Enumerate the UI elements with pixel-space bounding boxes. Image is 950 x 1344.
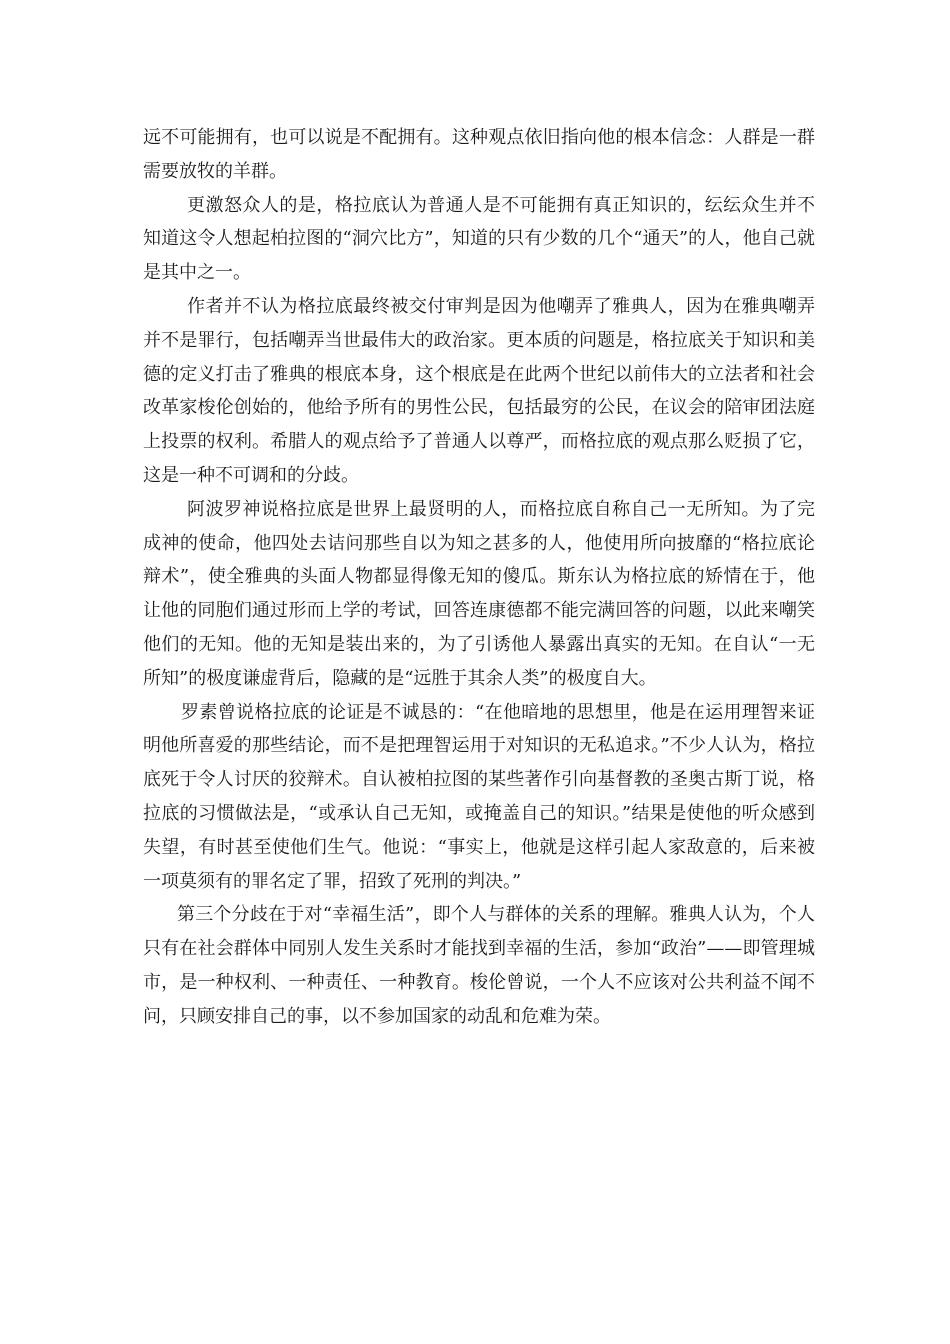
body-text — [143, 121, 815, 1034]
paragraph-trial-reason: 作者并不认为格拉底最终被交付审判是因为他嘲弄了雅典人，因为在雅典嘲弄并不是罪行，包括嘲弄当世最伟大的政治家。更本质的问题是，格拉底关于知识和美德的定义打击了雅典的根底本身，这个根底是在此两个世纪以前伟大的立法者和社会改革家梭伦创始的，他给予所有的男性公民，包括最穷的公民，在议会的陪审团法庭上投票的权利。希腊人的观点给予了普通人以尊严，而格拉底的观点那么贬损了它，这是一种不可调和的分歧。 — [143, 295, 815, 486]
paragraph-happy-life: 第三个分歧在于对“幸福生活”，即个人与群体的关系的理解。雅典人认为，个人只有在社会群体中同别人发生关系时才能找到幸福的生活，参加“政治”——即管理城市，是一种权利、一种责任、一种教育。梭伦曾说，一个人不应该对公共利益不闻不问，只顾安排自己的事，以不参加国家的动乱和危难为荣。 — [143, 904, 815, 1027]
paragraph-continuation: 远不可能拥有，也可以说是不配拥有。这种观点依旧指向他的根本信念：人群是一群需要放牧的羊群。 — [143, 127, 815, 182]
paragraph-russell-argument: 罗素曾说格拉底的论证是不诚恳的：“在他暗地的思想里，他是在运用理智来证明他所喜爱的那些结论，而不是把理智运用于对知识的无私追求。”不少人认为，格拉底死于令人讨厌的狡辩术。自认被柏拉图的某些著作引向基督教的圣奥古斯丁说，格拉底的习惯做法是，“或承认自己无知，或掩盖自己的知识。”结果是使他的听众感到失望，有时甚至使他们生气。他说：“事实上，他就是这样引起人家敌意的，后来被一项莫须有的罪名定了罪，招致了死刑的判决。” — [143, 701, 815, 892]
paragraph-apollo-wisdom: 阿波罗神说格拉底是世界上最贤明的人，而格拉底自称自己一无所知。为了完成神的使命，他四处去诘问那些自以为知之甚多的人，他使用所向披靡的“格拉底论辩术”，使全雅典的头面人物都显得像无知的傻瓜。斯东认为格拉底的矫情在于，他让他的同胞们通过形而上学的考试，回答连康德都不能完满回答的问题，以此来嘲笑他们的无知。他的无知是装出来的，为了引诱他人暴露出真实的无知。在自认“一无所知”的极度谦虚背后，隐藏的是“远胜于其余人类”的极度自大。 — [143, 498, 815, 689]
paragraph-common-people-knowledge: 更激怒众人的是，格拉底认为普通人是不可能拥有真正知识的，纭纭众生并不知道这令人想起柏拉图的“洞穴比方”，知道的只有少数的几个“通天”的人，他自己就是其中之一。 — [143, 194, 815, 284]
